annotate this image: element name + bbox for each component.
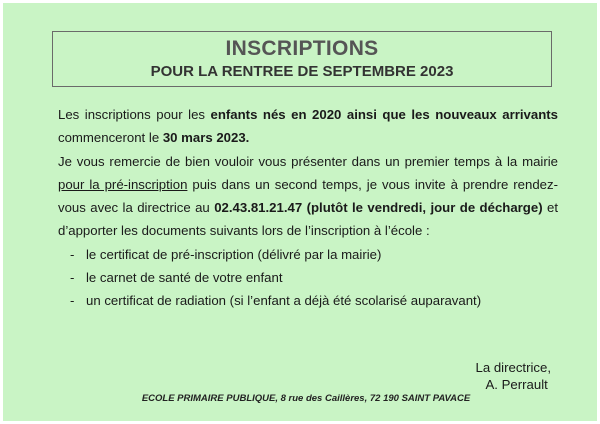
paragraph-registration-dates — [58, 103, 558, 150]
paragraph2-text-1: Je vous remercie de bien vouloir vous présenter dans un premier temps à la mairie — [58, 153, 558, 169]
paragraph1-bold-date: 30 mars 2023. — [162, 130, 250, 146]
school-address-footer: ECOLE PRIMAIRE PUBLIQUE, 8 rue des Caillères, 72 190 SAINT PAVACE — [141, 393, 471, 404]
letter-body — [58, 103, 558, 313]
signature-role: La directrice, — [475, 360, 551, 375]
list-dash: - — [70, 293, 75, 309]
paragraph1-bold-children: enfants nés en 2020 ainsi que les nouveaux arrivants — [210, 107, 558, 122]
list-item-text: le certificat de pré-inscription (délivré par la mairie) — [86, 246, 382, 262]
paragraph-procedure — [58, 150, 558, 243]
page-subtitle: POUR LA RENTREE DE SEPTEMBRE 2023 — [150, 63, 454, 80]
documents-list — [58, 243, 558, 313]
list-dash: - — [70, 270, 75, 286]
paragraph2-bold-phone: 02.43.81.21.47 (plutôt le vendredi, jour de décharge) — [214, 200, 543, 216]
page-title: INSCRIPTIONS — [225, 37, 379, 60]
signature-name: A. Perrault — [485, 377, 548, 392]
title-box — [52, 31, 552, 87]
document-page — [3, 3, 597, 421]
paragraph2-text-2: puis dans un second temps, je vous invite à prendre rendez-vous avec la directrice au — [58, 176, 558, 216]
paragraph2-underlined-preinscription: pour la pré-inscription — [58, 176, 188, 192]
paragraph1-text-2: commenceront le — [58, 130, 163, 146]
list-item — [70, 266, 558, 289]
list-item-text: le carnet de santé de votre enfant — [86, 270, 283, 286]
list-item — [70, 289, 558, 312]
list-item — [70, 243, 558, 266]
paragraph1-text-1: Les inscriptions pour les — [58, 107, 211, 122]
signature-block — [476, 359, 552, 393]
list-item-text: un certificat de radiation (si l’enfant a déjà été scolarisé auparavant) — [86, 293, 482, 309]
paragraph2-text-3: et d’apporter les documents suivants lors de l’inscription à l’école : — [58, 200, 558, 239]
list-dash: - — [70, 246, 75, 262]
